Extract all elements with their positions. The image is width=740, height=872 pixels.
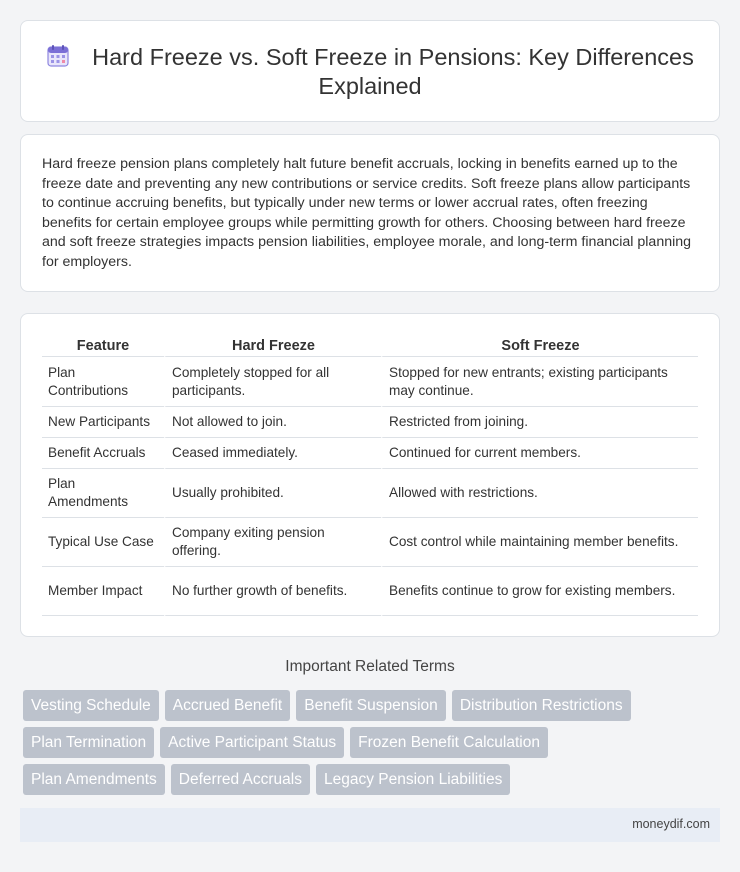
table-row xyxy=(42,469,698,518)
intro-card xyxy=(20,134,720,292)
table-cell-feature: Benefit Accruals xyxy=(42,438,164,469)
related-term-tag[interactable]: Plan Amendments xyxy=(23,764,165,795)
related-term-tag[interactable]: Active Participant Status xyxy=(160,727,344,758)
table-row xyxy=(42,567,698,616)
page-title xyxy=(21,43,719,101)
table-cell-hard: Not allowed to join. xyxy=(164,407,381,438)
table-row xyxy=(42,438,698,469)
header-card xyxy=(20,20,720,122)
related-term-tag[interactable]: Vesting Schedule xyxy=(23,690,159,721)
table-cell-feature: Typical Use Case xyxy=(42,518,164,567)
table-cell-soft: Allowed with restrictions. xyxy=(381,469,698,518)
comparison-table xyxy=(42,336,698,616)
table-cell-hard: Completely stopped for all participants. xyxy=(164,357,381,407)
table-row xyxy=(42,518,698,567)
related-term-tag[interactable]: Frozen Benefit Calculation xyxy=(350,727,548,758)
related-terms-list xyxy=(23,690,703,801)
related-terms-title: Important Related Terms xyxy=(285,658,455,675)
table-cell-feature: New Participants xyxy=(42,407,164,438)
intro-paragraph: Hard freeze pension plans completely halt future benefit accruals, locking in benefits earned up to the freeze date and preventing any new contributions or service credits. Soft freeze plans allow participants to continue accruing benefits, but typically under new terms or lower accrual rates, often freezing benefits for certain employee groups while permitting growth for others. Choosing between hard freeze and soft freeze strategies impacts pension liabilities, employee morale, and long-term financial planning for employers. xyxy=(42,156,692,270)
table-cell-feature: Plan Amendments xyxy=(42,469,164,518)
page-title-text: Hard Freeze vs. Soft Freeze in Pensions: Key Differences Explained xyxy=(92,44,694,99)
table-cell-feature: Plan Contributions xyxy=(42,357,164,407)
table-cell-hard: Usually prohibited. xyxy=(164,469,381,518)
table-cell-soft: Cost control while maintaining member benefits. xyxy=(381,518,698,567)
table-cell-hard: Company exiting pension offering. xyxy=(164,518,381,567)
table-header-row xyxy=(42,336,698,357)
header-soft-freeze: Soft Freeze xyxy=(381,336,698,357)
header-feature: Feature xyxy=(42,336,164,357)
table-cell-feature: Member Impact xyxy=(42,567,164,616)
comparison-table-card xyxy=(20,313,720,637)
related-term-tag[interactable]: Legacy Pension Liabilities xyxy=(316,764,510,795)
table-cell-hard: Ceased immediately. xyxy=(164,438,381,469)
related-term-tag[interactable]: Benefit Suspension xyxy=(296,690,446,721)
footer xyxy=(20,808,720,842)
footer-site-link[interactable]: moneydif.com xyxy=(632,817,710,831)
related-term-tag[interactable]: Plan Termination xyxy=(23,727,154,758)
table-cell-soft: Restricted from joining. xyxy=(381,407,698,438)
table-cell-soft: Benefits continue to grow for existing members. xyxy=(381,567,698,616)
table-cell-soft: Continued for current members. xyxy=(381,438,698,469)
calendar-icon xyxy=(46,44,70,68)
related-term-tag[interactable]: Distribution Restrictions xyxy=(452,690,631,721)
table-cell-hard: No further growth of benefits. xyxy=(164,567,381,616)
related-term-tag[interactable]: Deferred Accruals xyxy=(171,764,310,795)
related-term-tag[interactable]: Accrued Benefit xyxy=(165,690,290,721)
table-row xyxy=(42,407,698,438)
header-hard-freeze: Hard Freeze xyxy=(164,336,381,357)
table-row xyxy=(42,357,698,407)
table-cell-soft: Stopped for new entrants; existing participants may continue. xyxy=(381,357,698,407)
